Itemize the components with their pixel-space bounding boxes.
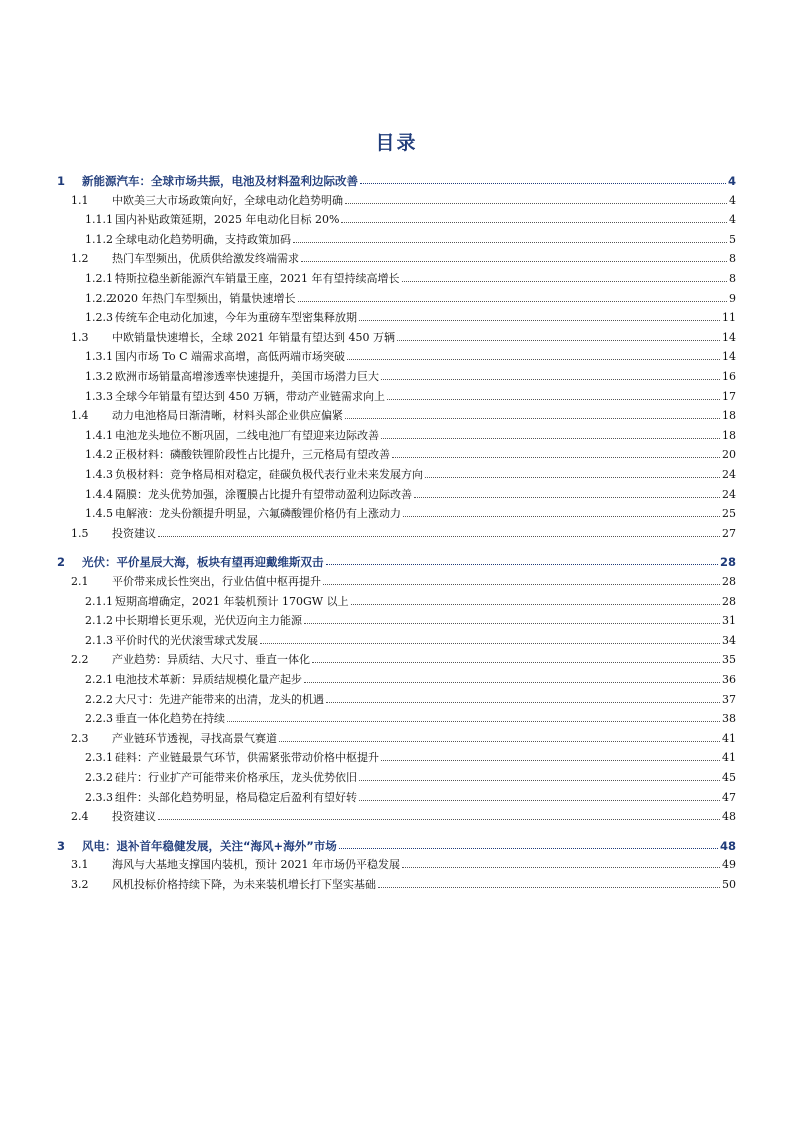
- toc-entry-title: 海风与大基地支撑国内装机，预计 2021 年市场仍平稳发展: [112, 858, 400, 871]
- toc-entry-number: 3: [57, 839, 66, 853]
- toc-entry-number: 2.3.2: [85, 771, 113, 784]
- toc-entry-link[interactable]: [112, 855, 736, 875]
- toc-entry-page: 37: [722, 693, 736, 706]
- toc-entry-link[interactable]: [115, 670, 736, 690]
- dot-leader: [260, 631, 720, 644]
- toc-entry-1-5[interactable]: [0, 524, 793, 544]
- toc-entry-number: 1.1.1: [85, 213, 113, 226]
- toc-entry-title: 中欧销量快速增长，全球 2021 年销量有望达到 450 万辆: [112, 331, 395, 344]
- toc-entry-number: 1.3: [71, 331, 89, 344]
- dot-leader: [381, 426, 720, 439]
- toc-entry-number: 1.3.2: [85, 370, 113, 383]
- toc-entry-number: 1.1.2: [85, 233, 113, 246]
- dot-leader: [381, 367, 720, 380]
- toc-entry-title: 产业趋势：异质结、大尺寸、垂直一体化: [112, 653, 310, 666]
- toc-entry-2-1-2[interactable]: [0, 611, 793, 631]
- toc-entry-page: 18: [722, 429, 736, 442]
- toc-entry-page: 16: [722, 370, 736, 383]
- dot-leader: [158, 807, 720, 820]
- toc-entry-page: 28: [722, 595, 736, 608]
- dot-leader: [347, 347, 720, 360]
- toc-entry-number: 3.1: [71, 858, 89, 871]
- toc-entry-link[interactable]: [115, 690, 736, 710]
- toc-entry-link[interactable]: [115, 788, 736, 808]
- toc-entry-link[interactable]: [112, 524, 736, 544]
- dot-leader: [293, 230, 727, 243]
- toc-entry-link[interactable]: [110, 289, 736, 309]
- dot-leader: [326, 552, 718, 565]
- toc-entry-page: 35: [722, 653, 736, 666]
- toc-entry-title: 负极材料：竞争格局相对稳定，硅碳负极代表行业未来发展方向: [115, 468, 423, 481]
- dot-leader: [339, 836, 718, 849]
- toc-entry-title: 电池龙头地位不断巩固，二线电池厂有望迎来边际改善: [115, 429, 379, 442]
- toc-entry-title: 平价带来成长性突出，行业估值中枢再提升: [112, 575, 321, 588]
- dot-leader: [402, 855, 720, 868]
- toc-entry-page: 41: [722, 751, 736, 764]
- toc-entry-number: 1.4.3: [85, 468, 113, 481]
- toc-entry-2-3[interactable]: [0, 729, 793, 749]
- toc-entry-1-1-2[interactable]: [0, 230, 793, 250]
- toc-entry-link[interactable]: [115, 347, 736, 367]
- toc-entry-1-3-1[interactable]: [0, 347, 793, 367]
- dot-leader: [345, 406, 720, 419]
- dot-leader: [414, 485, 720, 498]
- dot-leader: [359, 308, 720, 321]
- toc-entry-number: 2.3.1: [85, 751, 113, 764]
- toc-entry-link[interactable]: [112, 875, 736, 895]
- toc-entry-title: 欧洲市场销量高增渗透率快速提升，美国市场潜力巨大: [115, 370, 379, 383]
- toc-entry-page: 49: [722, 858, 736, 871]
- toc-entry-number: 1.3.3: [85, 390, 113, 403]
- toc-entry-page: 24: [722, 488, 736, 501]
- toc-entry-title: 电池技术革新：异质结规模化量产起步: [115, 673, 302, 686]
- dot-leader: [425, 465, 720, 478]
- toc-entry-page: 8: [729, 252, 736, 265]
- toc-entry-number: 1.1: [71, 194, 89, 207]
- dot-leader: [326, 690, 720, 703]
- toc-entry-page: 50: [722, 878, 736, 891]
- toc-entry-link[interactable]: [115, 748, 736, 768]
- toc-entry-link[interactable]: [112, 650, 736, 670]
- toc-entry-link[interactable]: [115, 210, 736, 230]
- toc-entry-page: 5: [729, 233, 736, 246]
- toc-entry-title: 硅片：行业扩产可能带来价格承压，龙头优势依旧: [115, 771, 357, 784]
- toc-entry-title: 动力电池格局日渐清晰，材料头部企业供应偏紧: [112, 409, 343, 422]
- toc-entry-number: 1.2.2: [85, 292, 113, 305]
- toc-entry-number: 2.1.3: [85, 634, 113, 647]
- dot-leader: [301, 249, 727, 262]
- toc-entry-link[interactable]: [115, 592, 736, 612]
- toc-entry-link[interactable]: [112, 807, 736, 827]
- dot-leader: [397, 328, 720, 341]
- toc-entry-page: 4: [727, 174, 736, 188]
- toc-entry-page: 31: [722, 614, 736, 627]
- toc-entry-page: 4: [729, 194, 736, 207]
- toc-entry-1-1[interactable]: [0, 191, 793, 211]
- toc-entry-1-4-2[interactable]: [0, 445, 793, 465]
- toc-entry-number: 1.4.4: [85, 488, 113, 501]
- toc-entry-link[interactable]: [82, 171, 736, 191]
- toc-entry-link[interactable]: [115, 504, 736, 524]
- toc-entry-link[interactable]: [115, 465, 736, 485]
- toc-entry-link[interactable]: [82, 836, 736, 856]
- toc-entry-link[interactable]: [112, 191, 736, 211]
- dot-leader: [360, 171, 726, 184]
- toc-entry-number: 1.4.2: [85, 448, 113, 461]
- toc-entry-link[interactable]: [112, 406, 736, 426]
- toc-entry-title: 垂直一体化趋势在持续: [115, 712, 225, 725]
- dot-leader: [298, 289, 728, 302]
- toc-entry-page: 14: [722, 331, 736, 344]
- toc-entry-number: 1.2.1: [85, 272, 113, 285]
- toc-entry-3-2[interactable]: [0, 875, 793, 895]
- toc-entry-1-1-1[interactable]: [0, 210, 793, 230]
- dot-leader: [158, 524, 720, 537]
- toc-entry-1-4-3[interactable]: [0, 465, 793, 485]
- toc-entry-title: 中长期增长更乐观，光伏迈向主力能源: [115, 614, 302, 627]
- toc-entry-number: 2.2: [71, 653, 89, 666]
- toc-entry-number: 1: [57, 174, 66, 188]
- toc-entry-link[interactable]: [115, 445, 736, 465]
- toc-entry-page: 45: [722, 771, 736, 784]
- toc-entry-1-3-3[interactable]: [0, 387, 793, 407]
- toc-entry-link[interactable]: [115, 308, 736, 328]
- dot-leader: [279, 729, 720, 742]
- toc-entry-number: 1.5: [71, 527, 89, 540]
- toc-entry-page: 28: [719, 555, 736, 569]
- toc-entry-page: 38: [722, 712, 736, 725]
- toc-entry-link[interactable]: [115, 426, 736, 446]
- toc-entry-3-1[interactable]: [0, 855, 793, 875]
- toc-entry-title: 隔膜：龙头优势加强，涂覆膜占比提升有望带动盈利边际改善: [115, 488, 412, 501]
- toc-entry-number: 2.1.2: [85, 614, 113, 627]
- toc-entry-link[interactable]: [115, 611, 736, 631]
- dot-leader: [345, 191, 727, 204]
- toc-entry-2-1-3[interactable]: [0, 631, 793, 651]
- toc-entry-number: 2.2.1: [85, 673, 113, 686]
- toc-entry-page: 17: [722, 390, 736, 403]
- toc-entry-1[interactable]: [0, 171, 793, 191]
- toc-entry-number: 1.3.1: [85, 350, 113, 363]
- dot-leader: [304, 611, 720, 624]
- toc-entry-page: 11: [722, 311, 736, 324]
- dot-leader: [403, 504, 720, 517]
- toc-entry-3[interactable]: [0, 836, 793, 856]
- dot-leader: [341, 210, 727, 223]
- toc-entry-title: 特斯拉稳坐新能源汽车销量王座，2021 年有望持续高增长: [115, 272, 400, 285]
- toc-entry-number: 2.2.2: [85, 693, 113, 706]
- toc-entry-link[interactable]: [112, 249, 736, 269]
- toc-entry-1-3-2[interactable]: [0, 367, 793, 387]
- toc-entry-title: 产业链环节透视，寻找高景气赛道: [112, 732, 277, 745]
- dot-leader: [381, 748, 720, 761]
- toc-entry-page: 4: [729, 213, 736, 226]
- toc-entry-title: 硅料：产业链最景气环节，供需紧张带动价格中枢提升: [115, 751, 379, 764]
- toc-entry-1-3[interactable]: [0, 328, 793, 348]
- toc-entry-title: 平价时代的光伏滚雪球式发展: [115, 634, 258, 647]
- toc-entry-number: 1.4.5: [85, 507, 113, 520]
- dot-leader: [402, 269, 728, 282]
- toc-entry-title: 电解液：龙头份额提升明显，六氟磷酸锂价格仍有上涨动力: [115, 507, 401, 520]
- toc-entry-number: 1.2.3: [85, 311, 113, 324]
- toc-entry-1-2[interactable]: [0, 249, 793, 269]
- toc-entry-2-2-2[interactable]: [0, 690, 793, 710]
- toc-entry-page: 41: [722, 732, 736, 745]
- toc-entry-1-4[interactable]: [0, 406, 793, 426]
- toc-entry-title: 风机投标价格持续下降，为未来装机增长打下坚实基础: [112, 878, 376, 891]
- toc-entry-page: 18: [722, 409, 736, 422]
- toc-entry-link[interactable]: [115, 387, 736, 407]
- toc-entry-link[interactable]: [115, 768, 736, 788]
- toc-entry-1-4-1[interactable]: [0, 426, 793, 446]
- toc-entry-title: 风电：退补首年稳健发展，关注“海风+海外”市场: [82, 839, 337, 853]
- toc-entry-link[interactable]: [115, 269, 736, 289]
- toc-entry-2-2[interactable]: [0, 650, 793, 670]
- toc-entry-2-2-1[interactable]: [0, 670, 793, 690]
- toc-entry-1-4-5[interactable]: [0, 504, 793, 524]
- toc-entry-title: 全球今年销量有望达到 450 万辆，带动产业链需求向上: [115, 390, 385, 403]
- dot-leader: [378, 875, 720, 888]
- toc-entry-number: 2.1: [71, 575, 89, 588]
- toc-entry-page: 9: [729, 292, 736, 305]
- toc-entry-page: 24: [722, 468, 736, 481]
- toc-entry-1-4-4[interactable]: [0, 485, 793, 505]
- toc-entry-title: 2020 年热门车型频出，销量快速增长: [110, 292, 296, 305]
- dot-leader: [359, 768, 720, 781]
- toc-entry-title: 光伏：平价星辰大海，板块有望再迎戴维斯双击: [82, 555, 324, 569]
- toc-entry-2-3-1[interactable]: [0, 748, 793, 768]
- toc-entry-number: 2.3: [71, 732, 89, 745]
- page-title: 目录: [375, 132, 418, 154]
- toc-entry-title: 中欧美三大市场政策向好，全球电动化趋势明确: [112, 194, 343, 207]
- toc-entry-2-1[interactable]: [0, 572, 793, 592]
- toc-entry-link[interactable]: [112, 572, 736, 592]
- toc-entry-title: 组件：头部化趋势明显，格局稳定后盈利有望好转: [115, 791, 357, 804]
- toc-entry-1-2-1[interactable]: [0, 269, 793, 289]
- toc-entry-link[interactable]: [82, 552, 736, 572]
- dot-leader: [312, 650, 720, 663]
- toc-entry-number: 2.2.3: [85, 712, 113, 725]
- toc-entry-number: 2.1.1: [85, 595, 113, 608]
- toc-entry-page: 48: [722, 810, 736, 823]
- toc-entry-2[interactable]: [0, 552, 793, 572]
- toc-entry-link[interactable]: [115, 230, 736, 250]
- toc-entry-page: 20: [722, 448, 736, 461]
- toc-entry-1-2-3[interactable]: [0, 308, 793, 328]
- toc-entry-link[interactable]: [112, 328, 736, 348]
- toc-entry-2-4[interactable]: [0, 807, 793, 827]
- dot-leader: [304, 670, 720, 683]
- toc-entry-page: 48: [719, 839, 736, 853]
- toc-entry-title: 投资建议: [112, 527, 156, 540]
- toc-entry-number: 2.4: [71, 810, 89, 823]
- toc-entry-page: 14: [722, 350, 736, 363]
- toc-entry-2-1-1[interactable]: [0, 592, 793, 612]
- dot-leader: [323, 572, 720, 585]
- toc-entry-title: 投资建议: [112, 810, 156, 823]
- toc-entry-title: 新能源汽车：全球市场共振，电池及材料盈利边际改善: [82, 174, 358, 188]
- toc-entry-page: 25: [722, 507, 736, 520]
- dot-leader: [227, 709, 720, 722]
- toc-entry-number: 2: [57, 555, 66, 569]
- toc-entry-1-2-2[interactable]: [0, 289, 793, 309]
- toc-entry-title: 全球电动化趋势明确，支持政策加码: [115, 233, 291, 246]
- toc-entry-number: 3.2: [71, 878, 89, 891]
- toc-entry-title: 短期高增确定，2021 年装机预计 170GW 以上: [115, 595, 349, 608]
- dot-leader: [359, 788, 720, 801]
- toc-entry-page: 47: [722, 791, 736, 804]
- toc-entry-number: 1.2: [71, 252, 89, 265]
- dot-leader: [392, 445, 720, 458]
- toc-entry-title: 热门车型频出，优质供给激发终端需求: [112, 252, 299, 265]
- toc-entry-link[interactable]: [112, 729, 736, 749]
- toc-entry-number: 1.4.1: [85, 429, 113, 442]
- toc-entry-2-3-2[interactable]: [0, 768, 793, 788]
- toc-entry-title: 正极材料：磷酸铁锂阶段性占比提升，三元格局有望改善: [115, 448, 390, 461]
- toc-entry-title: 国内市场 To C 端需求高增，高低两端市场突破: [115, 350, 346, 363]
- toc-entry-number: 1.4: [71, 409, 89, 422]
- toc-entry-page: 36: [722, 673, 736, 686]
- toc-entry-2-2-3[interactable]: [0, 709, 793, 729]
- toc-entry-link[interactable]: [115, 631, 736, 651]
- toc-entry-link[interactable]: [115, 367, 736, 387]
- toc-entry-link[interactable]: [115, 485, 736, 505]
- toc-entry-title: 国内补贴政策延期，2025 年电动化目标 20%: [115, 213, 340, 226]
- dot-leader: [387, 387, 720, 400]
- toc-entry-title: 传统车企电动化加速，今年为重磅车型密集释放期: [115, 311, 357, 324]
- toc-entry-link[interactable]: [115, 709, 736, 729]
- dot-leader: [351, 592, 720, 605]
- toc-entry-number: 2.3.3: [85, 791, 113, 804]
- toc-entry-page: 8: [729, 272, 736, 285]
- toc-entry-page: 27: [722, 527, 736, 540]
- toc-entry-page: 28: [722, 575, 736, 588]
- toc-entry-page: 34: [722, 634, 736, 647]
- toc-entry-title: 大尺寸：先进产能带来的出清，龙头的机遇: [115, 693, 324, 706]
- toc-entry-2-3-3[interactable]: [0, 788, 793, 808]
